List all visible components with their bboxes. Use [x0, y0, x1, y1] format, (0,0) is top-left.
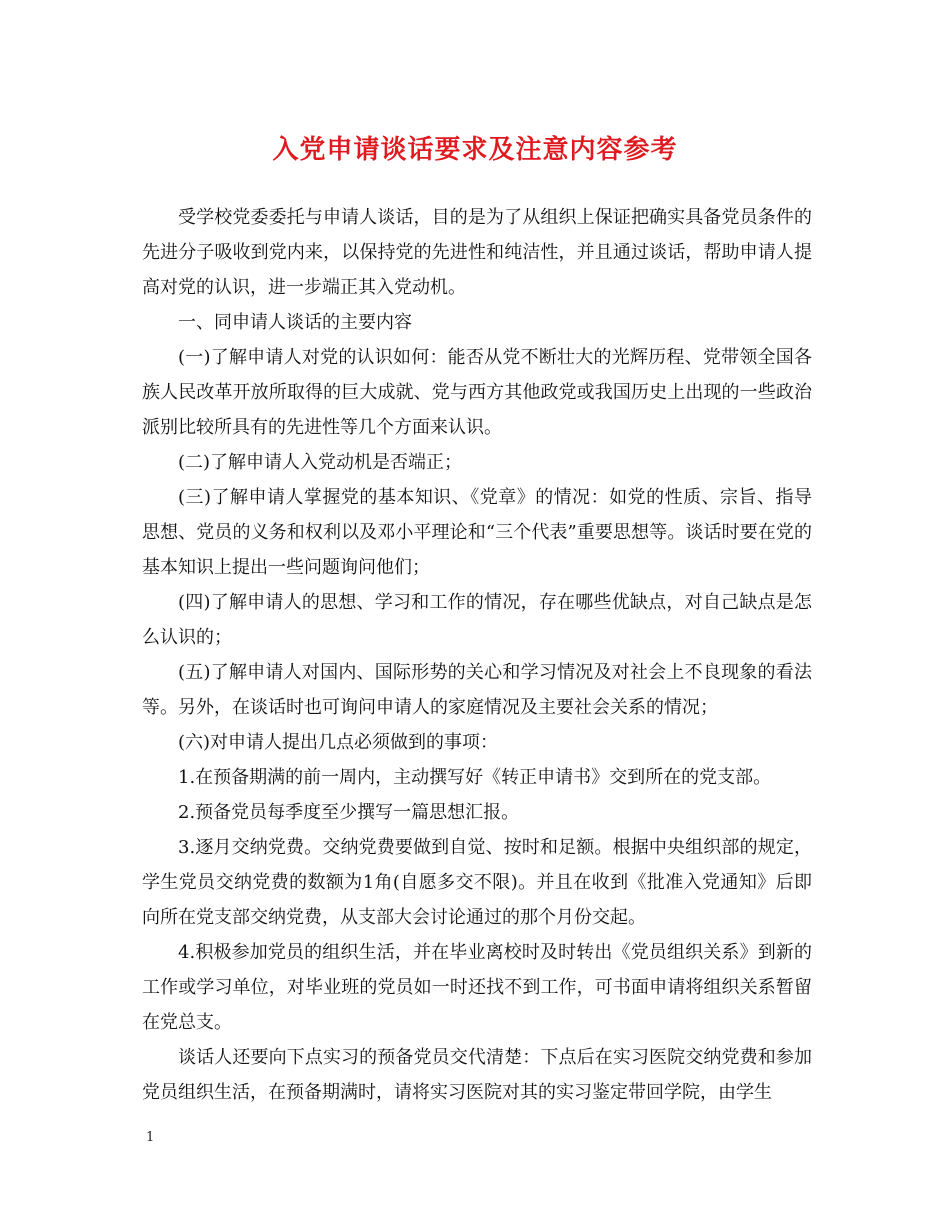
- numbered-item-1: 1.在预备期满的前一周内，主动撰写好《转正申请书》交到所在的党支部。: [178, 767, 772, 788]
- paragraph-item-4: (四)了解申请人的思想、学习和工作的情况，存在哪些优缺点，对自己缺点是怎么认识的；: [142, 592, 812, 648]
- paragraph-item-6: (六)对申请人提出几点必须做到的事项：: [178, 732, 499, 753]
- paragraph-item-3: (三)了解申请人掌握党的基本知识、《党章》的情况：如党的性质、宗旨、指导思想、党员的义务和权利以及邓小平理论和“三个代表”重要思想等。谈话时要在党的基本知识上提出一些问题询问他们；: [142, 487, 812, 578]
- page-number: 1: [146, 1130, 155, 1145]
- numbered-item-4: 4.积极参加党员的组织生活，并在毕业离校时及时转出《党员组织关系》到新的工作或学习单位，对毕业班的党员如一时还找不到工作，可书面申请将组织关系暂留在党总支。: [142, 942, 812, 1033]
- paragraph-item-5: (五)了解申请人对国内、国际形势的关心和学习情况及对社会上不良现象的看法等。另外，在谈话时也可询问申请人的家庭情况及主要社会关系的情况；: [142, 662, 812, 718]
- paragraph-item-2: (二)了解申请人入党动机是否端正；: [178, 452, 463, 473]
- document-body: [142, 200, 812, 1110]
- numbered-item-2: 2.预备党员每季度至少撰写一篇思想汇报。: [178, 802, 520, 823]
- numbered-item-3: 3.逐月交纳党费。交纳党费要做到自觉、按时和足额。根据中央组织部的规定，学生党员交纳党费的数额为1角(自愿多交不限)。并且在收到《批准入党通知》后即向所在党支部交纳党费，从支部大会讨论通过的那个月份交起。: [142, 837, 812, 928]
- page-title: 入党申请谈话要求及注意内容参考: [272, 135, 678, 165]
- section-heading: 一、同申请人谈话的主要内容: [178, 312, 412, 333]
- paragraph-intro: 受学校党委委托与申请人谈话，目的是为了从组织上保证把确实具备党员条件的先进分子吸收到党内来，以保持党的先进性和纯洁性，并且通过谈话，帮助申请人提高对党的认识，进一步端正其入党动机。: [142, 207, 812, 298]
- paragraph-closing: 谈话人还要向下点实习的预备党员交代清楚：下点后在实习医院交纳党费和参加党员组织生活，在预备期满时，请将实习医院对其的实习鉴定带回学院，由学生: [142, 1047, 812, 1103]
- paragraph-item-1: (一)了解申请人对党的认识如何：能否从党不断壮大的光辉历程、党带领全国各族人民改革开放所取得的巨大成就、党与西方其他政党或我国历史上出现的一些政治派别比较所具有的先进性等几个方面来认识。: [142, 347, 812, 438]
